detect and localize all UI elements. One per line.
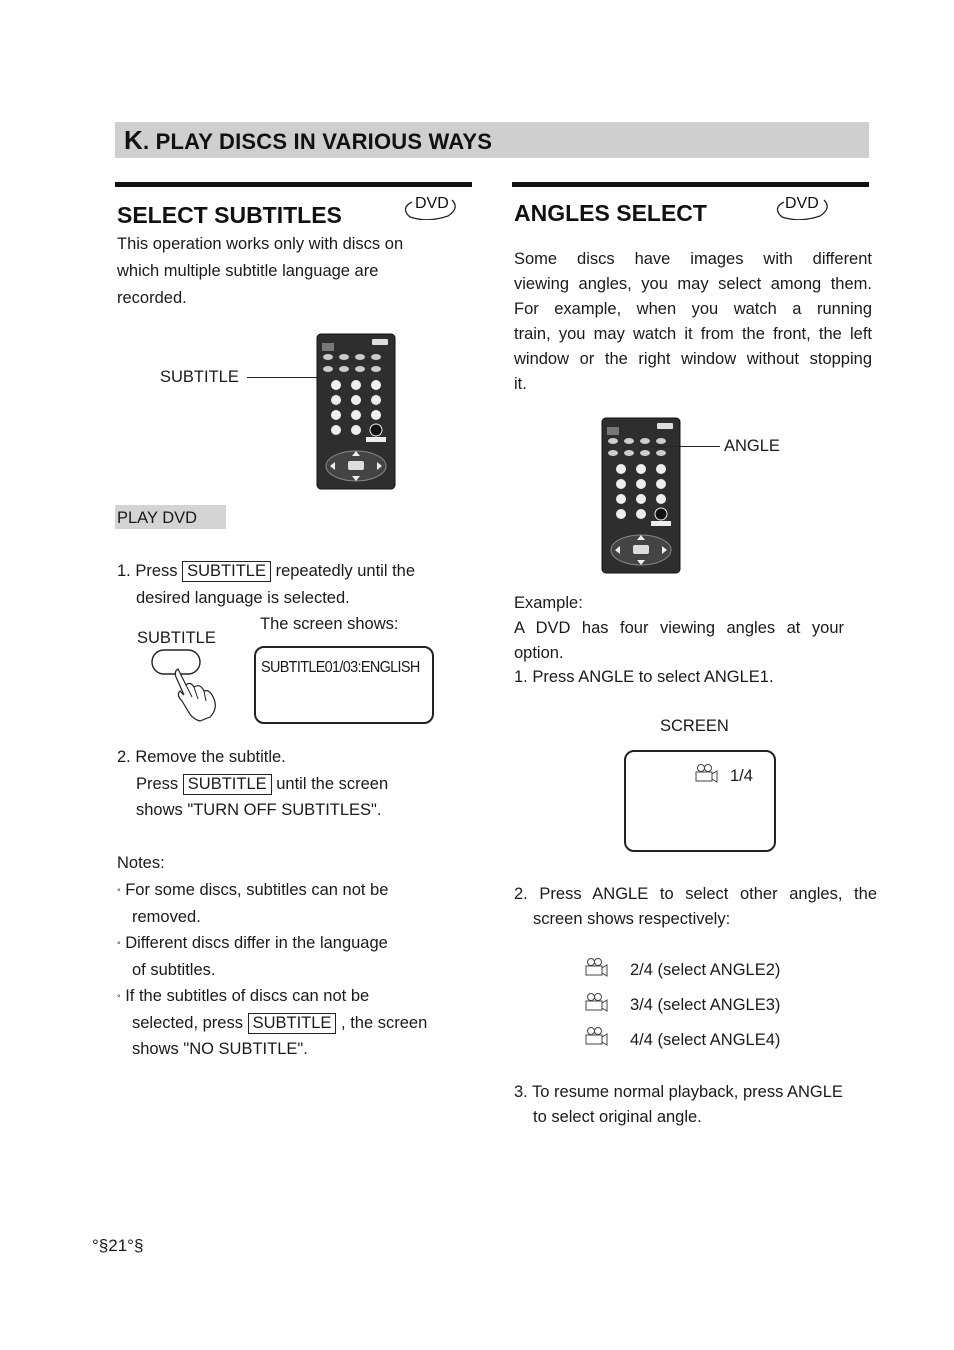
step2-line: 2. Remove the subtitle.: [117, 748, 286, 766]
dvd-badge-icon: [398, 190, 458, 220]
page-number: °§21°§: [92, 1236, 144, 1255]
note-item: ° Different discs differ in the language: [117, 934, 388, 952]
note-item-line2: selected, press SUBTITLE , the screen: [132, 1014, 428, 1032]
camera-angle-icon: [585, 992, 609, 1014]
note-item: ° If the subtitles of discs can not be: [117, 987, 370, 1005]
remote-control-image: [316, 333, 396, 490]
angle-step3-line: 3. To resume normal playback, press ANGLE: [514, 1083, 843, 1101]
note-item: ° For some discs, subtitles can not be: [117, 881, 389, 899]
angle-option: 3/4 (select ANGLE3): [630, 996, 781, 1014]
example-line: option.: [514, 644, 564, 662]
example-line: 1. Press ANGLE to select ANGLE1.: [514, 668, 774, 686]
subtitle-intro-line: This operation works only with discs on: [117, 235, 404, 253]
angle-step2-line: screen shows respectively:: [533, 910, 731, 928]
play-dvd-label: PLAY DVD: [117, 509, 198, 527]
step2-line: Press SUBTITLE until the screen: [136, 775, 389, 793]
hand-subtitle-label: SUBTITLE: [137, 629, 216, 647]
angles-intro-line: window or the right window without stopping: [514, 350, 872, 368]
subtitle-button-ref: SUBTITLE: [248, 1013, 337, 1034]
angles-intro-line: viewing angles, you may select among them.: [514, 275, 872, 293]
subtitle-button-ref: SUBTITLE: [182, 561, 271, 582]
note-item-line2: removed.: [132, 908, 201, 926]
step1-line2: desired language is selected.: [136, 589, 350, 607]
subtitle-intro-line: recorded.: [117, 289, 187, 307]
angles-intro-line: Some discs have images with different: [514, 250, 872, 268]
angle-screen-value: 1/4: [730, 767, 753, 785]
remote-subtitle-callout: SUBTITLE: [160, 368, 239, 386]
angle-option: 4/4 (select ANGLE4): [630, 1031, 781, 1049]
angles-intro-line: it.: [514, 375, 527, 393]
example-line: A DVD has four viewing angles at your: [514, 619, 844, 637]
right-section-rule: [512, 182, 869, 187]
dvd-badge-icon: [770, 190, 830, 220]
angles-intro-line: For example, when you watch a running: [514, 300, 872, 318]
remote-angle-callout: ANGLE: [724, 437, 780, 455]
callout-line: [650, 446, 720, 447]
angle-option: 2/4 (select ANGLE2): [630, 961, 781, 979]
angles-select-title: ANGLES SELECT: [514, 200, 707, 226]
select-subtitles-title: SELECT SUBTITLES: [117, 202, 342, 228]
screen-label: SCREEN: [660, 717, 729, 735]
angles-intro-line: train, you may watch it from the front, the left: [514, 325, 872, 343]
bullet-icon: °: [117, 940, 121, 950]
example-title: Example:: [514, 594, 583, 612]
bullet-icon: °: [117, 993, 121, 1003]
svg-text:DVD: DVD: [785, 195, 819, 212]
bullet-icon: °: [117, 887, 121, 897]
step1-line: 1. Press SUBTITLE repeatedly until the: [117, 562, 416, 580]
note-item-line2: of subtitles.: [132, 961, 216, 979]
hand-pressing-button-icon: [148, 647, 230, 723]
note-item-line3: shows "NO SUBTITLE".: [132, 1040, 308, 1058]
svg-text:DVD: DVD: [415, 195, 449, 212]
screen-shows-label: The screen shows:: [260, 615, 399, 633]
remote-control-image: [601, 417, 681, 574]
camera-angle-icon: [585, 1026, 609, 1048]
subtitle-intro-line: which multiple subtitle language are: [117, 262, 379, 280]
notes-title: Notes:: [117, 854, 165, 872]
left-section-rule: [115, 182, 472, 187]
subtitle-button-ref: SUBTITLE: [183, 774, 272, 795]
section-header-title: K. PLAY DISCS IN VARIOUS WAYS: [124, 125, 493, 155]
callout-line: [247, 377, 323, 378]
angle-step3-line: to select original angle.: [533, 1108, 702, 1126]
subtitle-screen-text: SUBTITLE01/03:ENGLISH: [261, 659, 420, 676]
angle-step2-line: 2. Press ANGLE to select other angles, the: [514, 885, 877, 903]
camera-angle-icon: [585, 957, 609, 979]
camera-angle-icon: [695, 763, 719, 785]
step2-line: shows "TURN OFF SUBTITLES".: [136, 801, 382, 819]
